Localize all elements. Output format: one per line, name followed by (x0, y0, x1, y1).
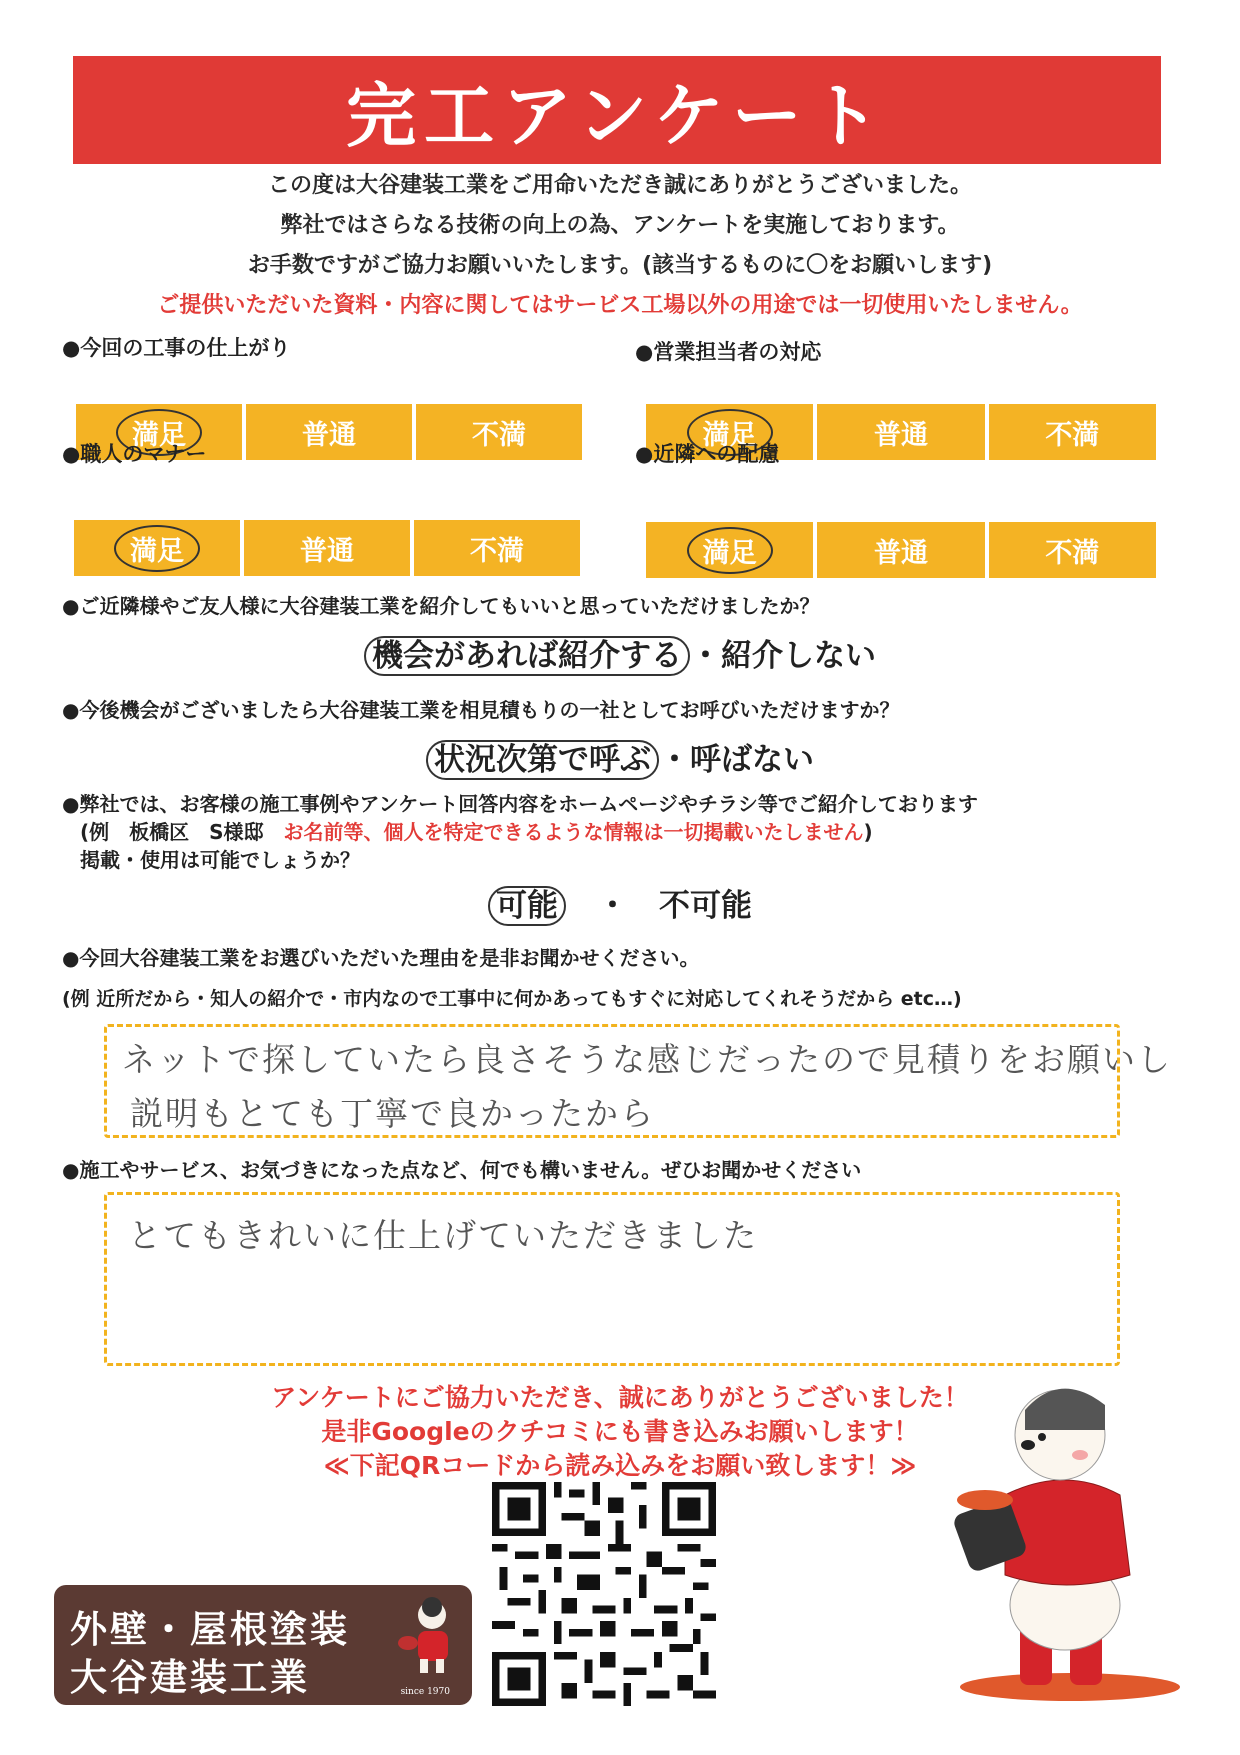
question-publish-example: (例 板橋区 S様邸 お名前等、個人を特定できるような情報は一切掲載いたしません) (80, 820, 873, 844)
question-publish-ask: 掲載・使用は可能でしょうか？ (80, 848, 360, 872)
intro-line-2: 弊社ではさらなる技術の向上の為、アンケートを実施しております。 (280, 213, 960, 238)
answer-separator: ・ (659, 742, 690, 778)
comment-answer-line-1: とてもきれいに仕上げていただきました (128, 1216, 758, 1255)
rating-bar-neighbors (646, 522, 1156, 578)
intro-line-1: この度は大谷建装工業をご用命いただき誠にありがとうございました。 (267, 173, 972, 198)
publish-privacy-note: お名前等、個人を特定できるような情報は一切掲載いたしません (283, 820, 864, 844)
answer-option-selected[interactable]: 可能 (488, 886, 566, 926)
rating-option[interactable]: 不満 (416, 404, 582, 460)
rating-bar-manners (74, 520, 580, 576)
company-logo (54, 1585, 472, 1705)
answer-option[interactable]: 不可能 (659, 888, 752, 924)
rating-option[interactable]: 普通 (817, 522, 984, 578)
logo-mascot-icon (394, 1595, 464, 1685)
rating-label-manners: ●職人のマナー (62, 442, 207, 466)
intro-line-3: お手数ですがご協力お願いいたします。(該当するものに〇をお願いします) (247, 253, 993, 278)
answer-estimate (0, 734, 1240, 779)
rating-option[interactable]: 普通 (244, 520, 410, 576)
privacy-note: ご提供いただいた資料・内容に関してはサービス工場以外の用途では一切使用いたしません。 (157, 293, 1083, 318)
question-referral: ●ご近隣様やご友人様に大谷建装工業を紹介してもいいと思っていただけましたか？ (62, 594, 820, 618)
rating-option[interactable]: 不満 (414, 520, 580, 576)
mascot-bear-icon (930, 1375, 1210, 1705)
rating-option[interactable]: 普通 (817, 404, 984, 460)
answer-option-selected[interactable]: 機会があれば紹介する (364, 636, 690, 676)
answer-option[interactable]: 紹介しない (721, 638, 876, 674)
thanks-line-1: アンケートにご協力いただき、誠にありがとうございました！ (271, 1383, 969, 1412)
answer-publish (0, 880, 1240, 925)
answer-separator: ・ (597, 888, 628, 924)
rating-option[interactable]: 満足 (646, 404, 813, 460)
answer-separator: ・ (690, 638, 721, 674)
answer-option[interactable]: 呼ばない (690, 742, 814, 778)
reason-answer-line-1: ネットで探していたら良さそうな感じだったので見積りをお願いし (122, 1040, 1172, 1079)
answer-referral (0, 630, 1240, 675)
rating-option[interactable]: 普通 (246, 404, 412, 460)
rating-option[interactable]: 満足 (74, 520, 240, 576)
rating-option[interactable]: 不満 (989, 522, 1156, 578)
qr-code-icon[interactable] (492, 1482, 716, 1706)
logo-line-2: 大谷建装工業 (70, 1656, 310, 1699)
question-estimate: ●今後機会がございましたら大谷建装工業を相見積もりの一社としてお呼びいただけますか？ (62, 698, 900, 722)
rating-label-neighbors: ●近隣への配慮 (635, 442, 780, 466)
page-title: 完工アンケート (73, 56, 1161, 164)
rating-option[interactable]: 不満 (989, 404, 1156, 460)
rating-option[interactable]: 満足 (76, 404, 242, 460)
rating-label-finish: ●今回の工事の仕上がり (62, 336, 291, 360)
question-reason-example: (例 近所だから・知人の紹介で・市内なので工事中に何かあってもすぐに対応してくれそうだから etc…) (62, 988, 962, 1010)
question-reason: ●今回大谷建装工業をお選びいただいた理由を是非お聞かせください。 (62, 946, 700, 970)
reason-answer-line-2: 説明もとても丁寧で良かったから (130, 1094, 655, 1133)
question-comment: ●施工やサービス、お気づきになった点など、何でも構いません。ぜひお聞かせください (62, 1158, 862, 1182)
question-publish: ●弊社では、お客様の施工事例やアンケート回答内容をホームページやチラシ等でご紹介しております (62, 792, 978, 816)
rating-option[interactable]: 満足 (646, 522, 813, 578)
answer-option-selected[interactable]: 状況次第で呼ぶ (426, 740, 659, 780)
thanks-line-3: ≪下記QRコードから読み込みをお願い致します！≫ (323, 1451, 917, 1480)
rating-label-sales: ●営業担当者の対応 (635, 340, 822, 364)
thanks-line-2: 是非Googleのクチコミにも書き込みお願いします！ (321, 1417, 919, 1446)
logo-line-1: 外壁・屋根塗装 (70, 1608, 350, 1651)
logo-since: since 1970 (400, 1687, 450, 1697)
